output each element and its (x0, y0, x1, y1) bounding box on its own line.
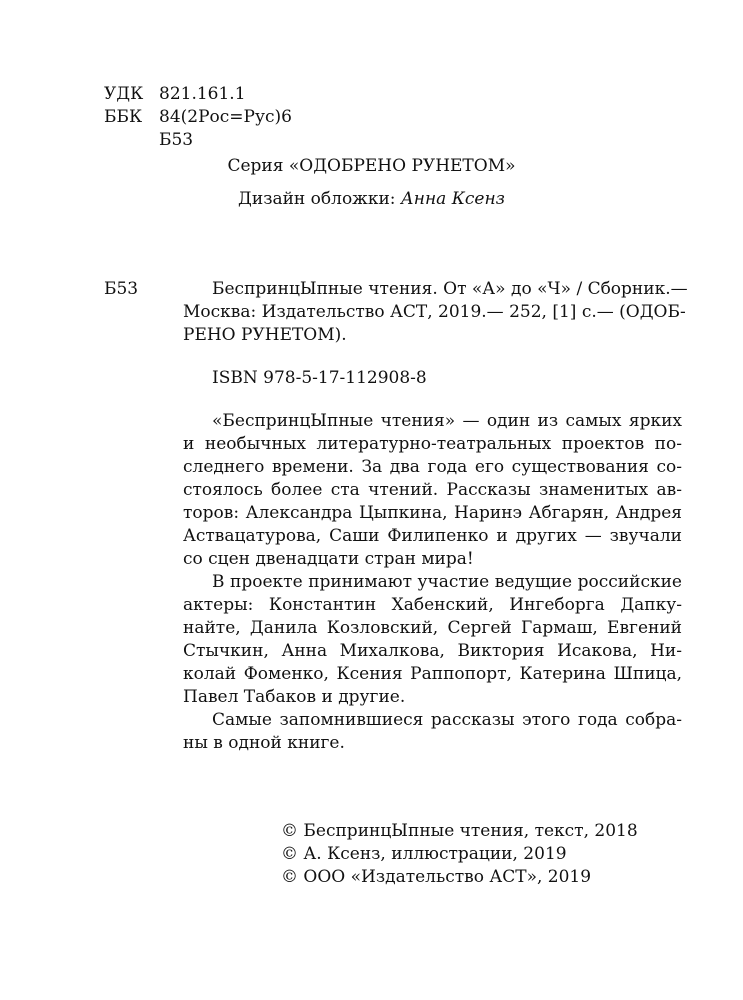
udk-label: УДК (104, 84, 144, 104)
copyright-line-2: © А. Ксенз, иллюстрации, 2019 (281, 844, 567, 864)
annotation-p1-line-4: стоялось более ста чтений. Рассказы знаменитых ав- (183, 480, 682, 500)
annotation-p2-line-4: Стычкин, Анна Михалкова, Виктория Исакова, Ни- (183, 641, 682, 661)
annotation-p1-line-7: со сцен двенадцати стран мира! (183, 549, 474, 569)
design-prefix: Дизайн обложки: (238, 189, 401, 209)
udk-value: 821.161.1 (159, 84, 246, 104)
annotation-p1-line-6: Аствацатурова, Саши Филипенко и других — звучали (183, 526, 682, 546)
entry-line-1: БеспринцЫпные чтения. От «А» до «Ч» / Сборник.— (212, 279, 688, 299)
annotation-p2-line-1: В проекте принимают участие ведущие российские (212, 572, 682, 592)
copyright-line-3: © ООО «Издательство АСТ», 2019 (281, 867, 592, 887)
annotation-p1-line-3: следнего времени. За два года его существования со- (183, 457, 682, 477)
annotation-p2-line-3: найте, Данила Козловский, Сергей Гармаш, Евгений (183, 618, 682, 638)
annotation-p2-line-6: Павел Табаков и другие. (183, 687, 406, 707)
entry-line-3: РЕНО РУНЕТОМ). (183, 325, 347, 345)
series-prefix: Серия (227, 156, 289, 176)
bbk-label: ББК (104, 107, 143, 127)
annotation-p3-line-1: Самые запомнившиеся рассказы этого года собра- (212, 710, 682, 730)
copyright-line-1: © БеспринцЫпные чтения, текст, 2018 (281, 821, 638, 841)
annotation-p3-line-2: ны в одной книге. (183, 733, 345, 753)
entry-line-2: Москва: Издательство АСТ, 2019.— 252, [1] с.— (ОДОБ- (183, 302, 686, 322)
annotation-p2-line-5: колай Фоменко, Ксения Раппопорт, Катерина Шпица, (183, 664, 682, 684)
annotation-p1-line-2: и необычных литературно-театральных проектов по- (183, 434, 682, 454)
series-line (0, 158, 743, 175)
design-line (0, 191, 743, 208)
annotation-p1-line-5: торов: Александра Цыпкина, Наринэ Абгарян, Андрея (183, 503, 682, 523)
isbn: ISBN 978-5-17-112908-8 (212, 368, 427, 388)
annotation-p1-line-1: «БеспринцЫпные чтения» — один из самых ярких (212, 411, 682, 431)
designer-name: Анна Ксенз (400, 189, 505, 209)
bbk-value: 84(2Рос=Рус)6 (159, 107, 292, 127)
author-mark: Б53 (159, 130, 194, 150)
annotation-p2-line-2: актеры: Константин Хабенский, Ингеборга Дапку- (183, 595, 682, 615)
series-name: «ОДОБРЕНО РУНЕТОМ» (288, 156, 516, 176)
entry-mark: Б53 (104, 279, 139, 299)
